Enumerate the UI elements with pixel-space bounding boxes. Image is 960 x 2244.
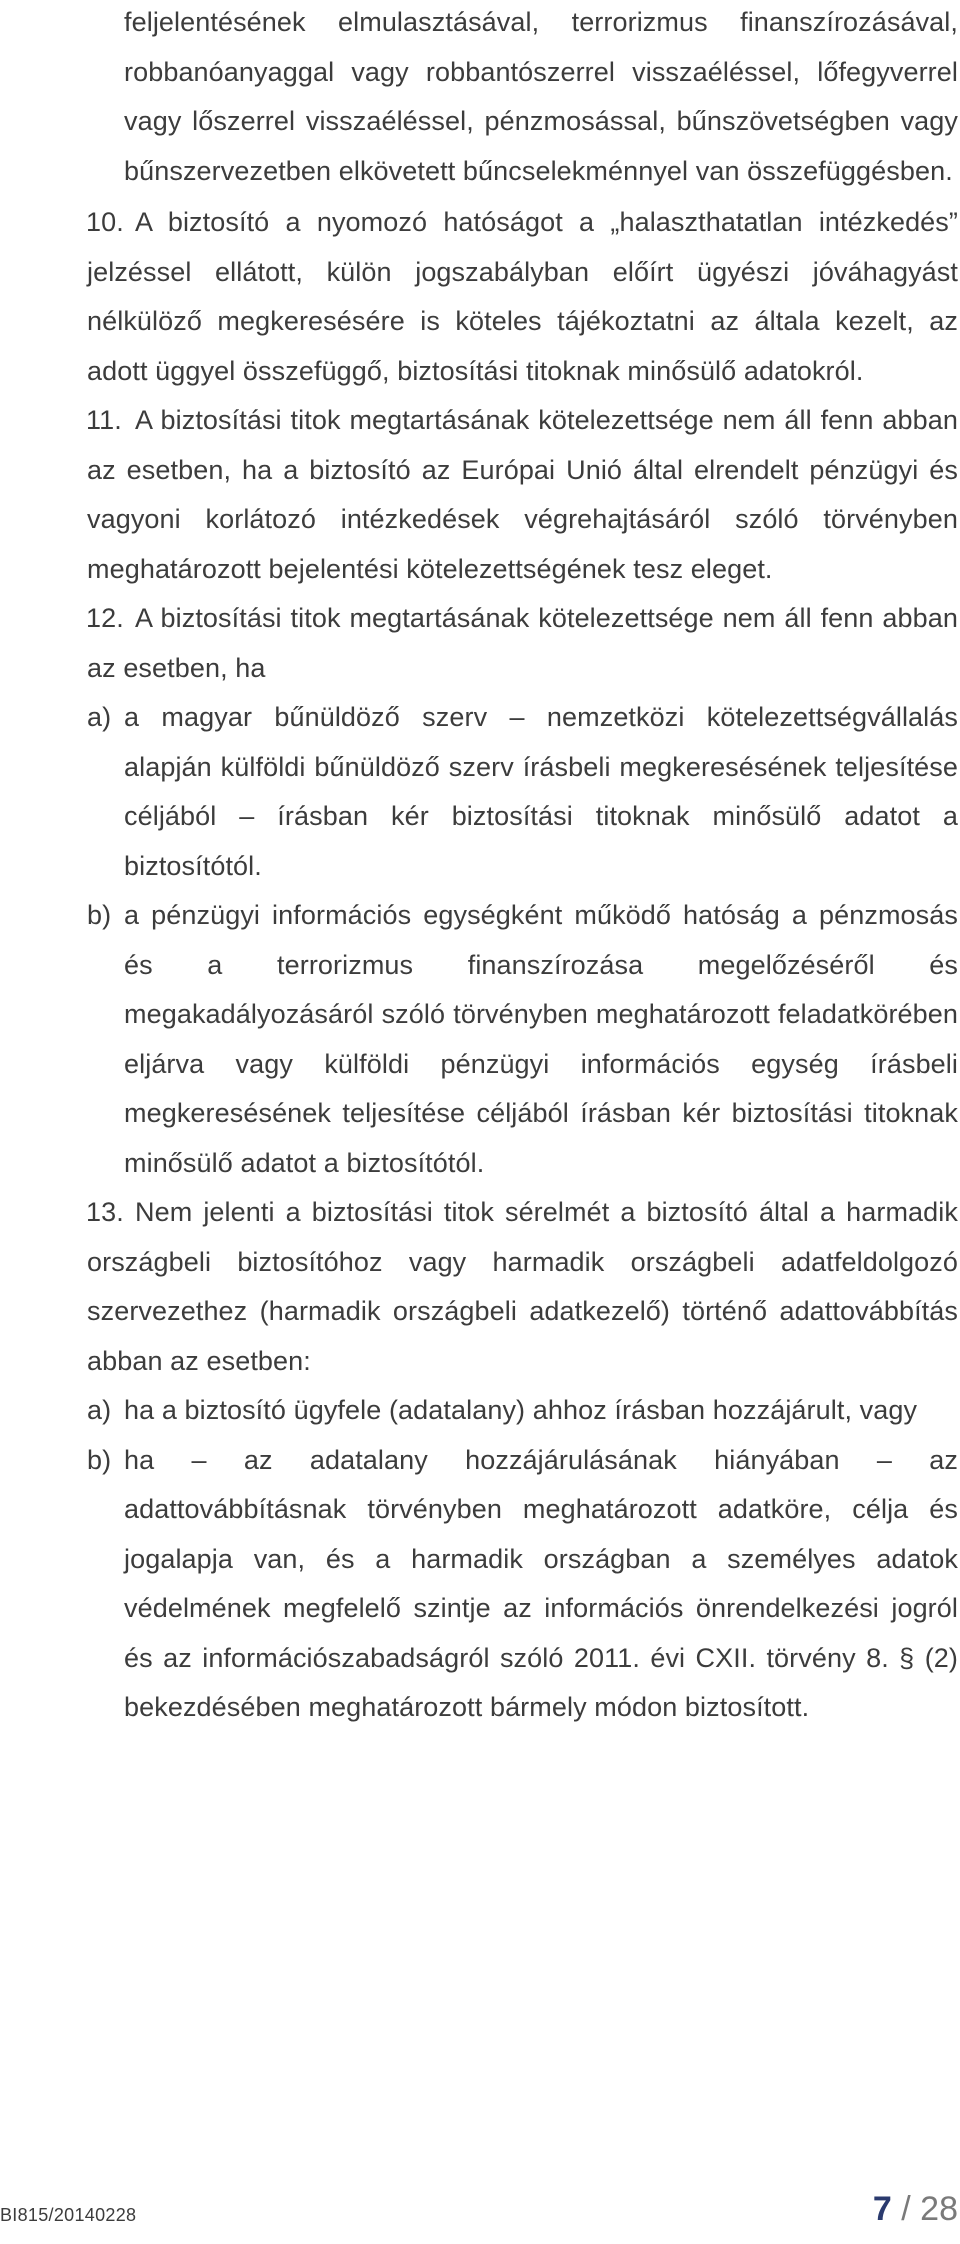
numbered-item-12 — [87, 594, 958, 1188]
item-number: 10. — [86, 207, 124, 237]
sub-item-label: a) — [87, 1395, 112, 1425]
total-pages: 28 — [920, 2190, 958, 2228]
sub-item-label: a) — [87, 702, 112, 732]
sub-item-text: a pénzügyi információs egységként működő hatóság a pénzmosás és a terrorizmus finanszírozása megelőzéséről és megakadályozásáról szóló törvényben meghatározott feladatkörében eljárva vagy külföldi pénzügyi információs egység írásbeli megkeresésének teljesítése céljából írásban kér biztosítási titoknak minősülő adatot a biztosítótól. — [124, 900, 958, 1178]
item-number: 12. — [86, 603, 124, 633]
sub-item-a — [87, 693, 958, 891]
numbered-item-13 — [87, 1188, 958, 1733]
item-number: 11. — [86, 405, 122, 435]
page-number — [873, 2190, 958, 2229]
item-text: A biztosítási titok megtartásának kötelezettsége nem áll fenn abban az esetben, ha a biztosító az Európai Unió által elrendelt pénzügyi és vagyoni korlátozó intézkedések végrehajtásáról szóló törvényben meghatározott bejelentési kötelezettségének tesz eleget. — [87, 405, 958, 584]
sub-item-text: ha a biztosító ügyfele (adatalany) ahhoz írásban hozzájárult, vagy — [124, 1395, 918, 1425]
item-text: Nem jelenti a biztosítási titok sérelmét a biztosító által a harmadik országbeli biztosítóhoz vagy harmadik országbeli adatfeldolgozó szervezethez (harmadik országbeli adatkezelő) történő adattovábbítás abban az esetben: — [87, 1197, 958, 1376]
sub-item-label: b) — [87, 1444, 112, 1475]
current-page: 7 — [872, 2190, 892, 2228]
sub-item-label: b) — [87, 900, 112, 930]
sub-item-b — [87, 891, 958, 1188]
sub-item-b — [87, 1436, 958, 1733]
sub-item-text: a magyar bűnüldöző szerv – nemzetközi kötelezettségvállalás alapján külföldi bűnüldöző szerv írásbeli megkeresésének teljesítése céljából – írásban kér biztosítási titoknak minősülő adatot a biztosítótól. — [124, 702, 958, 881]
document-code: BI815/20140228 — [0, 2205, 137, 2225]
numbered-item-10 — [87, 198, 958, 396]
item-text: A biztosító a nyomozó hatóságot a „halaszthatatlan intézkedés” jelzéssel ellátott, külön jogszabályban előírt ügyészi jóváhagyást nélkülöző megkeresésére is köteles tájékoztatni az általa kezelt, az adott üggyel összefüggő, biztosítási titoknak minősülő adatokról. — [87, 207, 958, 386]
item-text: A biztosítási titok megtartásának kötelezettsége nem áll fenn abban az esetben, ha — [87, 603, 958, 683]
sub-item-text: ha – az adatalany hozzájárulásának hiányában – az adattovábbításnak törvényben meghatározott adatköre, célja és jogalapja van, és a harmadik országban a személyes adatok védelmének megfelelő szintje az információs önrendelkezési jogról és az információszabadságról szóló 2011. évi CXII. törvény 8. § (2) bekezdésében meghatározott bármely módon biztosított. — [124, 1444, 958, 1722]
item-number: 13. — [86, 1197, 124, 1227]
sub-item-a — [87, 1386, 958, 1436]
continued-paragraph: feljelentésének elmulasztásával, terrorizmus finanszírozásával, robbanóanyaggal vagy robbantószerrel visszaéléssel, lőfegyverrel vagy lőszerrel visszaéléssel, pénzmosással, bűnszövetségben vagy bűnszervezetben elkövetett bűncselekménnyel van összefüggésben. — [124, 7, 958, 186]
numbered-item-11 — [87, 396, 958, 594]
page-separator: / — [901, 2190, 911, 2228]
